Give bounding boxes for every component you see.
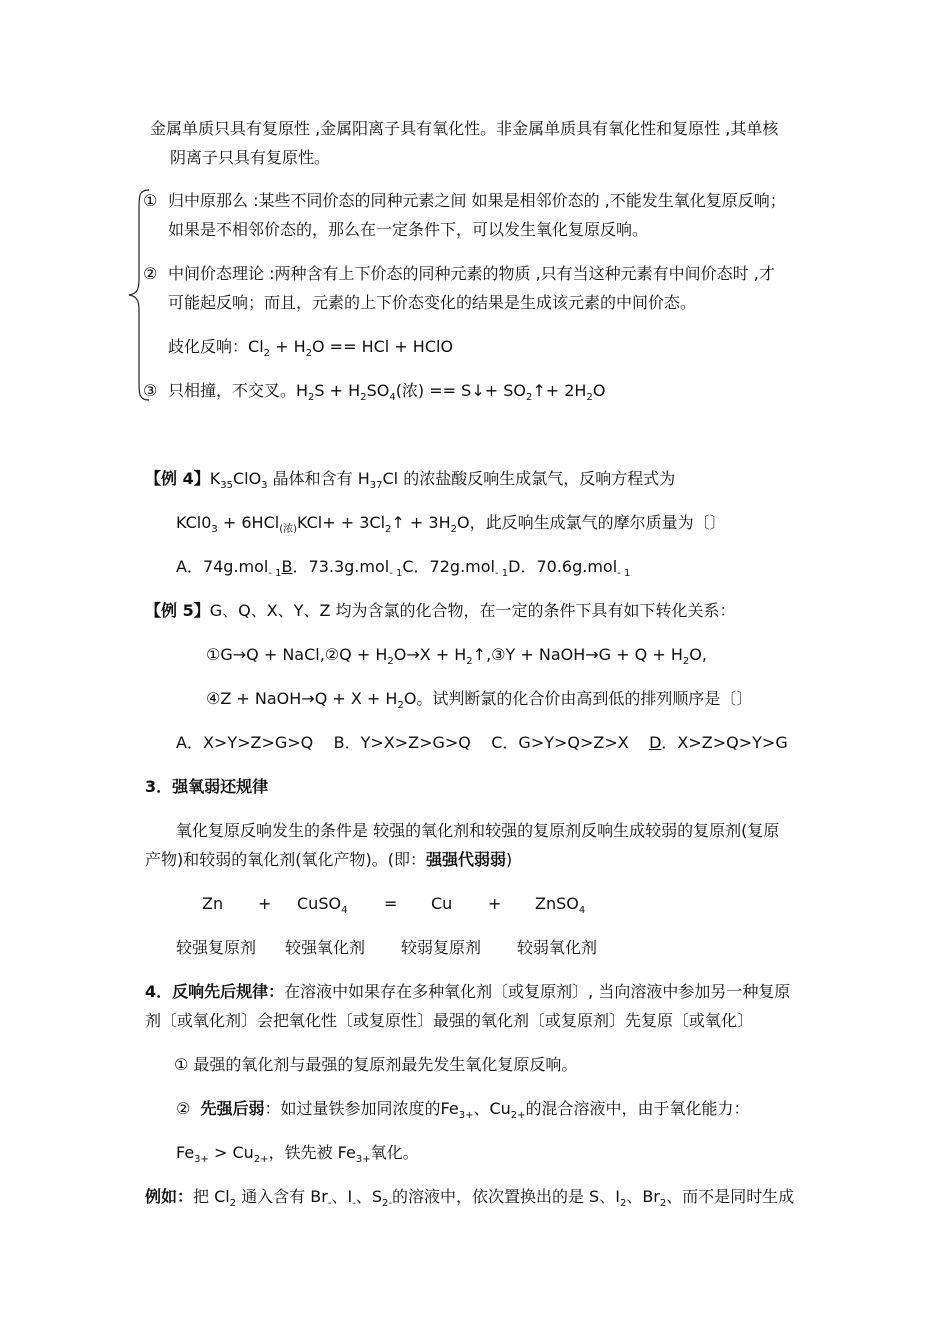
example-4-question: 【例 4】$K_{35}ClO_3$ 晶体和含有 $H_{37}Cl$ 的浓盐酸反响生成氯气，反响方程式为 xyxy=(145,469,676,491)
first-strong-then-weak: 先强后弱 xyxy=(200,1099,265,1118)
rule-1-line-1: 归中原那么 :某些不同价态的同种元素之间 如果是相邻价态的 ,不能发生氧化复原反响； xyxy=(168,191,786,210)
rule-2-line-2: 可能起反响；而且，元素的上下价态变化的结果是生成该元素的中间价态。 xyxy=(168,293,697,312)
section-4-example: 例如：把 $Cl_2$ 通入含有 $Br_-$、$I_-$、$S_{2-}$的溶液中，依次置换出的是 S、$I_2$、$Br_2$、而不是同时生成 xyxy=(145,1187,795,1209)
section-4-para-1: 4．反响先后规律：在溶液中如果存在多种氧化剂〔或复原剂〕, 当向溶液中参加另一种复原 xyxy=(145,982,791,1001)
option-b: ．73.3g.mol xyxy=(292,557,390,576)
eq-zn: Zn xyxy=(202,894,224,913)
option-d: D．70.6g.mol xyxy=(508,557,618,576)
section-3-title: 3．强氧弱还规律 xyxy=(145,777,269,796)
section-3-para-2: 产物)和较弱的氧化剂(氧化产物)。(即：强强代弱弱) xyxy=(145,850,513,869)
disproportionation-label: 歧化反响： xyxy=(168,337,249,356)
section-4-item-2: ② 先强后弱：如过量铁参加同浓度的$Fe_{3+}$、$Cu_{2+}$的混合溶液中，由于氧化能力： xyxy=(176,1099,750,1121)
eq-plus-2: + xyxy=(488,894,502,913)
rule-3-text: 只相撞，不交叉。 xyxy=(168,381,297,400)
rule-1-line-2: 如果是不相邻价态的，那么在一定条件下，可以发生氧化复原反响。 xyxy=(168,220,649,239)
example-4-options: A．74g.mol$_{- 1}$B．73.3g.mol$_{- 1}$C．72g.mol$_{- 1}$D．70.6g.mol$_{- 1}$ xyxy=(176,557,631,579)
rule-2-line-1: 中间价态理论 :两种含有上下价态的同种元素的物质 ,只有当这种元素有中间价态时 ,才 xyxy=(168,264,775,283)
role-weak-reductant: 较弱复原剂 xyxy=(401,938,482,957)
role-strong-oxidant: 较强氧化剂 xyxy=(285,938,366,957)
role-strong-reductant: 较强复原剂 xyxy=(176,938,257,957)
option-c: C．72g.mol xyxy=(402,557,495,576)
option-a: A．74g.mol xyxy=(176,557,269,576)
example-5-tag: 【例 5】 xyxy=(145,601,210,620)
example-4-equation: $KCl0_3 + 6HCl_{(浓)}KCl+$ + $3Cl_2↑ + 3H_2O$，此反响生成氯气的摩尔质量为〔〕 xyxy=(176,513,726,535)
rule-3-line: 只相撞，不交叉。$H_2S + H_2SO_4$(浓) == S↓+ $SO_2↑+ 2H_2O$ xyxy=(168,381,606,403)
rule-3-number: ③ xyxy=(143,381,158,400)
section-4-item-1: ① 最强的氧化剂与最强的复原剂最先发生氧化复原反响。 xyxy=(174,1055,578,1074)
intro-line-2: 阴离子只具有复原性。 xyxy=(170,148,331,167)
eq-plus-1: + xyxy=(258,894,272,913)
example-5-question: 【例 5】G、Q、X、Y、Z 均为含氯的化合物，在一定的条件下具有如下转化关系： xyxy=(145,601,736,620)
option-d-letter: D xyxy=(649,733,662,752)
example-5-reactions-2: ④Z + NaOH→Q + $X + H_2O$。试判断氯的化合价由高到低的排列顺序是〔〕 xyxy=(206,689,753,711)
example-4-tag: 【例 4】 xyxy=(145,469,210,488)
section-4-para-2: 剂〔或氧化剂〕会把氧化性〔或复原性〕最强的氧化剂〔或复原剂〕先复原〔或氧化〕 xyxy=(145,1011,754,1030)
eq-cuso4: CuSO$_4$ xyxy=(297,894,348,916)
strong-weak-phrase: 强强代弱弱 xyxy=(425,850,506,869)
example-5-options xyxy=(176,732,788,754)
example-5-reactions-1: ①G→Q + NaCl,②Q + $H_2O\to X$ + $H_2↑,③Y$ + NaOH→G + $Q + H_2O$, xyxy=(206,645,707,667)
role-weak-oxidant: 较弱氧化剂 xyxy=(517,938,598,957)
eq-equals: = xyxy=(384,894,398,913)
option-b: B．Y>X>Z>G>Q xyxy=(333,733,471,752)
option-a: A．X>Y>Z>G>Q xyxy=(176,733,314,752)
section-3-para-1: 氧化复原反响发生的条件是 较强的氧化剂和较强的复原剂反响生成较弱的复原剂(复原 xyxy=(176,821,780,840)
intro-line-1: 金属单质只具有复原性 ,金属阳离子具有氧化性。非金属单质具有氧化性和复原性 ,其单核 xyxy=(150,119,779,138)
section-4-title: 4．反响先后规律： xyxy=(145,982,285,1001)
disproportionation-equation: 歧化反响：$Cl_2 + H_2O$ == HCl + HClO xyxy=(168,337,454,359)
option-d: ．X>Z>Q>Y>G xyxy=(661,733,788,752)
left-brace xyxy=(127,188,151,402)
rule-1-number: ① xyxy=(143,191,158,210)
eq-znso4: ZnSO$_4$ xyxy=(535,894,586,916)
example-label: 例如： xyxy=(145,1187,194,1206)
section-4-item-3: $Fe_{3+} > Cu_{2+}$，铁先被 $Fe_{3+}$氧化。 xyxy=(176,1143,419,1165)
rule-2-number: ② xyxy=(143,264,158,283)
option-b-letter: B xyxy=(281,557,293,576)
eq-cu: Cu xyxy=(431,894,453,913)
option-c: C．G>Y>Q>Z>X xyxy=(491,733,629,752)
